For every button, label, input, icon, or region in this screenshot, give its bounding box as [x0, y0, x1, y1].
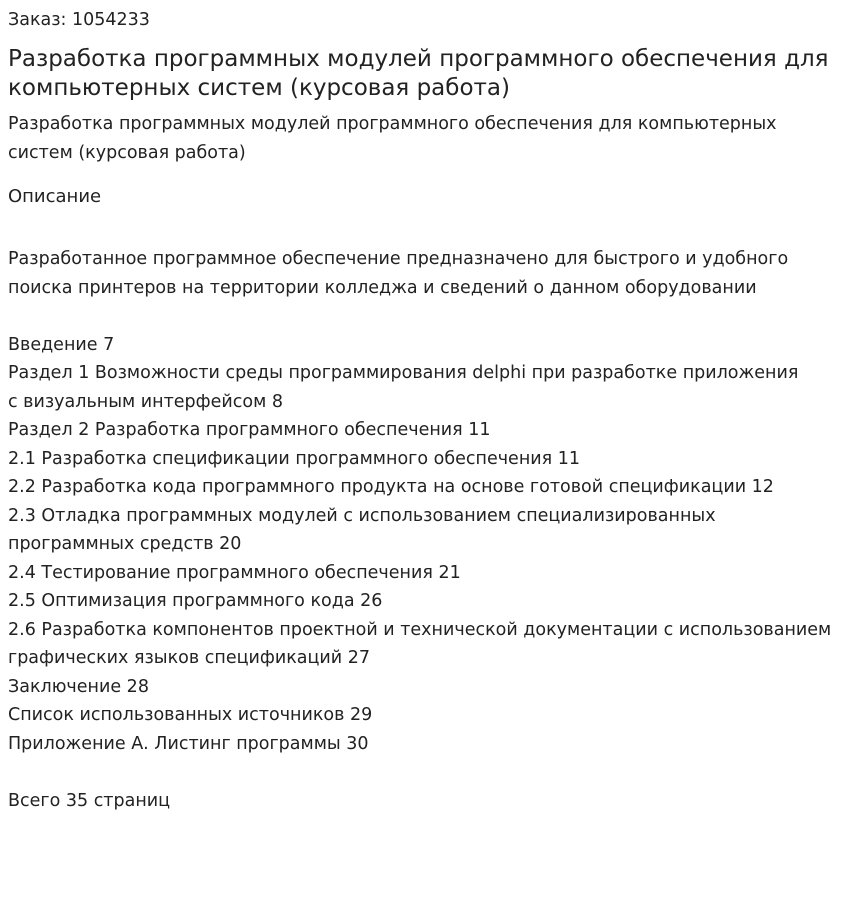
- page-title: Разработка программных модулей программного обеспечения для компьютерных систем (курсовая работа): [8, 46, 829, 101]
- table-of-contents: [8, 331, 839, 759]
- description-text: Разработанное программное обеспечение предназначено для быстрого и удобного поиска принтеров на территории колледжа и сведений о данном оборудовании: [8, 249, 789, 298]
- toc-item: 2.4 Тестирование программного обеспечения 21: [8, 562, 461, 583]
- toc-item: 2.5 Оптимизация программного кода 26: [8, 591, 383, 611]
- toc-item: Приложение А. Листинг программы 30: [8, 733, 369, 754]
- toc-item: с визуальным интерфейсом 8: [8, 391, 283, 412]
- toc-item: Заключение 28: [8, 676, 149, 697]
- order-number: Заказ: 1054233: [8, 10, 150, 30]
- total-pages: Всего 35 страниц: [8, 790, 171, 811]
- toc-item: 2.1 Разработка спецификации программного обеспечения 11: [8, 448, 580, 469]
- toc-item: 2.6 Разработка компонентов проектной и технической документации с использованием графических языков спецификаций 27: [8, 619, 832, 668]
- toc-item: Раздел 1 Возможности среды программирования delphi при разработке приложения: [8, 363, 799, 383]
- toc-item: 2.2 Разработка кода программного продукта на основе готовой спецификации 12: [8, 477, 774, 497]
- toc-item: Список использованных источников 29: [8, 705, 373, 725]
- description-heading: Описание: [8, 186, 102, 207]
- toc-item: Введение 7: [8, 334, 115, 355]
- toc-item: 2.3 Отладка программных модулей с использованием специализированных программных средств 20: [8, 505, 716, 554]
- toc-item: Раздел 2 Разработка программного обеспечения 11: [8, 420, 491, 440]
- page-subtitle: Разработка программных модулей программного обеспечения для компьютерных систем (курсовая работа): [8, 114, 777, 163]
